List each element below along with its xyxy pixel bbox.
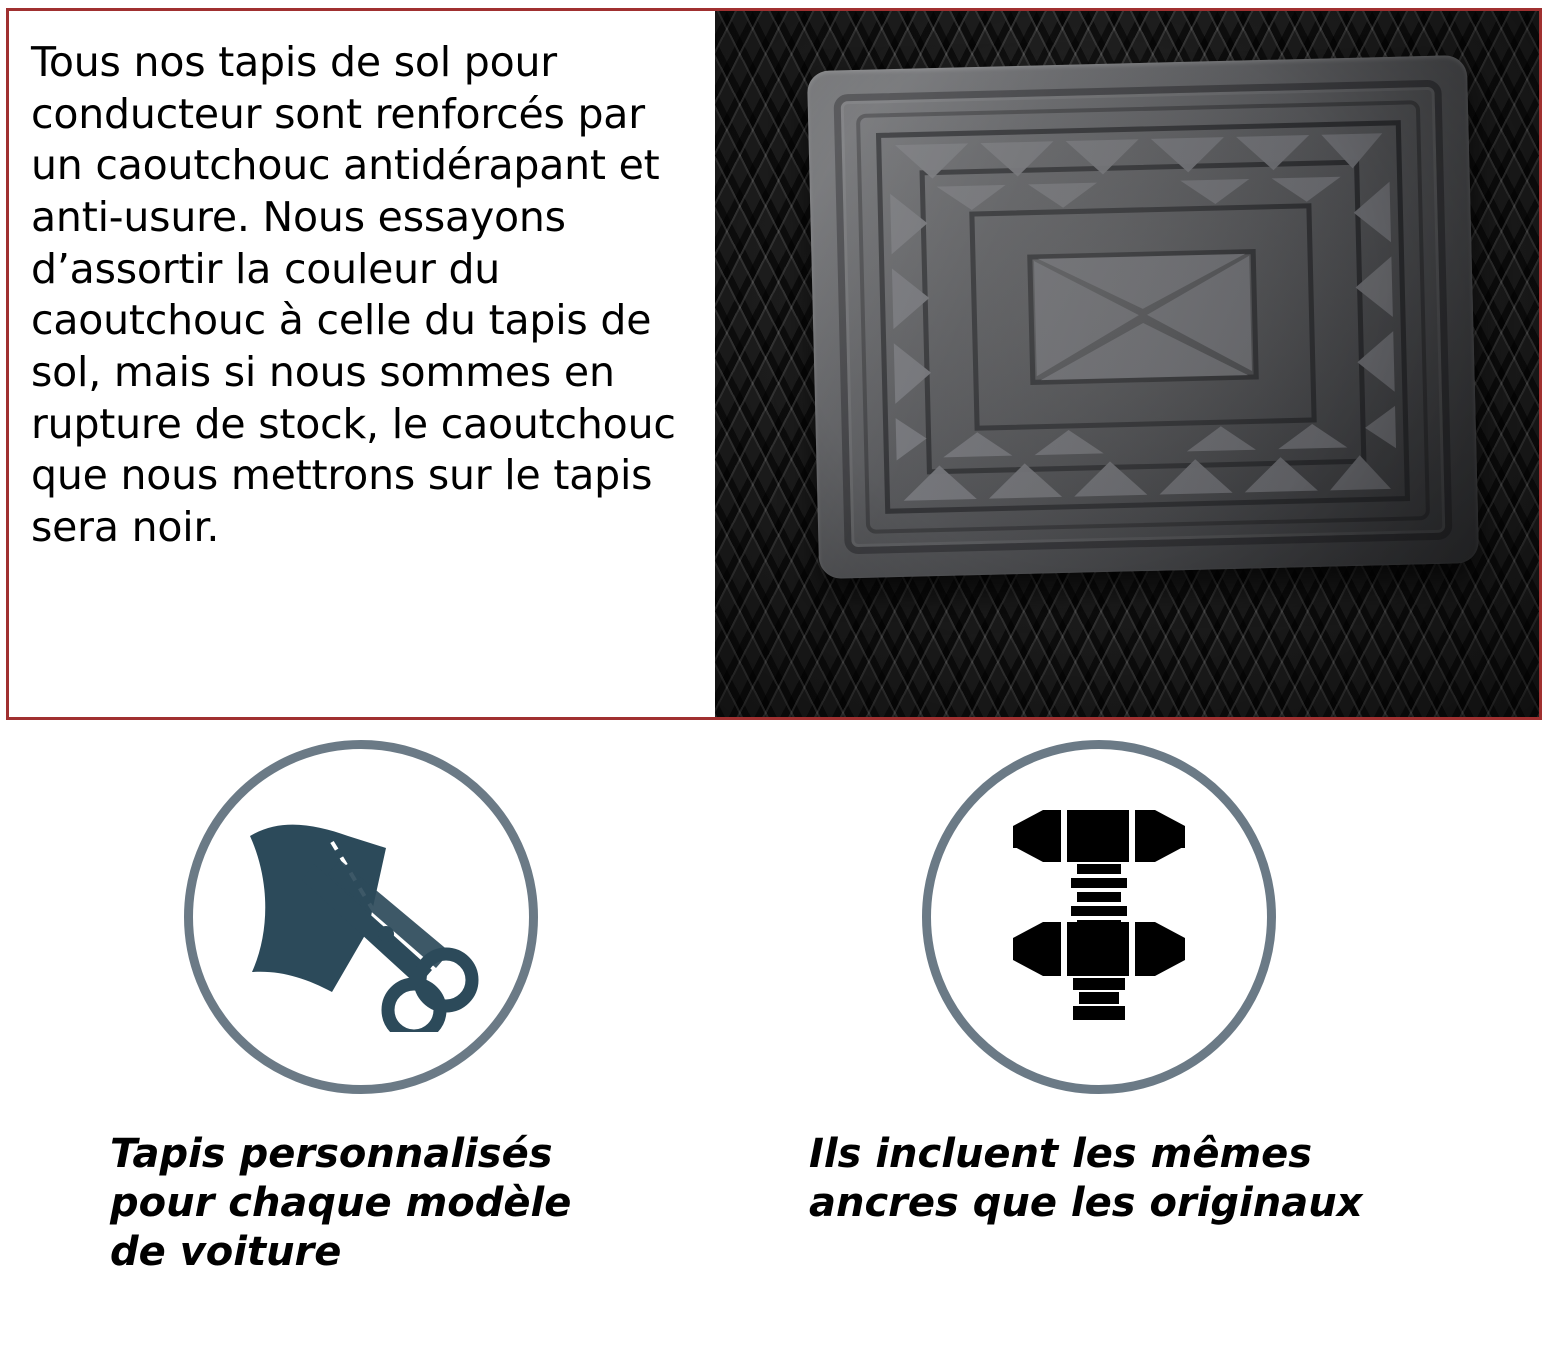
description-text: Tous nos tapis de sol pour conducteur sont renforcés par un caoutchouc antidérapant et anti-usure. Nous essayons d’assortir la couleur du caoutchouc à celle du tapis de sol, mais si nous sommes en rupture de stock, le caoutchouc que nous mettrons sur le tapis sera noir. — [31, 38, 676, 551]
top-info-panel — [6, 8, 1542, 720]
feature-caption: Ils incluent les mêmes ancres que les originaux — [809, 1131, 1363, 1226]
feature-icon-circle — [184, 740, 538, 1094]
feature-row — [6, 740, 1542, 1346]
photo-vignette — [715, 11, 1539, 717]
feature-original-anchors — [754, 740, 1444, 1346]
feature-custom-mats — [16, 740, 706, 1346]
description-column — [9, 11, 715, 717]
scissors-cutting-fabric-icon — [236, 802, 486, 1032]
anchor-fastener-icon — [999, 802, 1199, 1032]
feature-caption: Tapis personnalisés pour chaque modèle de voiture — [110, 1131, 572, 1275]
feature-icon-circle — [922, 740, 1276, 1094]
product-photo — [715, 11, 1539, 717]
